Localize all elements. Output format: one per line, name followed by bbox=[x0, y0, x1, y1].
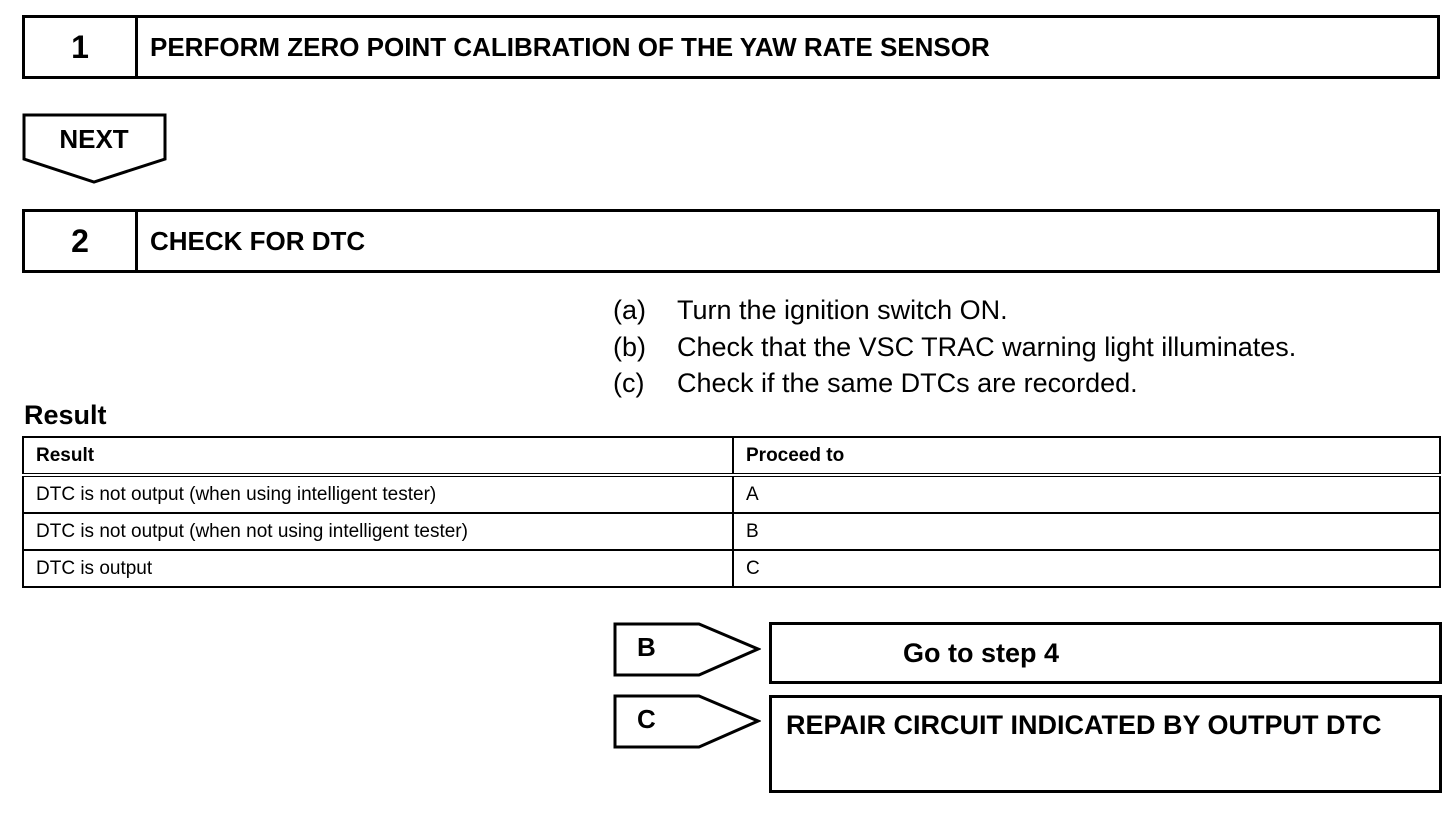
result-cell: DTC is not output (when using intelligent tester) bbox=[23, 475, 733, 513]
instruction-letter: (a) bbox=[613, 295, 646, 325]
next-arrow bbox=[22, 113, 168, 185]
branch-b-tab bbox=[613, 622, 761, 678]
instruction-list bbox=[613, 292, 1296, 402]
branch-letter: B bbox=[637, 632, 656, 662]
step-1-header bbox=[22, 15, 1440, 79]
step-2-header bbox=[22, 209, 1440, 273]
branch-action-text: Go to step 4 bbox=[903, 637, 1060, 668]
branch-b-action bbox=[769, 622, 1442, 684]
proceed-cell: C bbox=[733, 550, 1440, 587]
instruction-text: Turn the ignition switch ON. bbox=[677, 295, 1008, 325]
step-title: PERFORM ZERO POINT CALIBRATION OF THE YAW RATE SENSOR bbox=[150, 31, 990, 62]
instruction-item bbox=[613, 365, 1296, 402]
branch-arrow-shape bbox=[613, 622, 761, 678]
table-row bbox=[23, 550, 1440, 587]
proceed-cell: A bbox=[733, 475, 1440, 513]
table-row bbox=[23, 513, 1440, 550]
result-table bbox=[22, 436, 1441, 588]
next-label: NEXT bbox=[59, 124, 129, 154]
column-header-result: Result bbox=[23, 437, 733, 475]
proceed-cell: B bbox=[733, 513, 1440, 550]
branch-arrow-shape bbox=[613, 694, 761, 750]
step-number: 2 bbox=[25, 212, 138, 270]
result-cell: DTC is output bbox=[23, 550, 733, 587]
branch-c-tab bbox=[613, 694, 761, 750]
result-cell: DTC is not output (when not using intelligent tester) bbox=[23, 513, 733, 550]
column-header-proceed-to: Proceed to bbox=[733, 437, 1440, 475]
instruction-letter: (b) bbox=[613, 331, 646, 362]
result-heading: Result bbox=[24, 400, 107, 430]
table-row bbox=[23, 475, 1440, 513]
instruction-item bbox=[613, 329, 1296, 366]
instruction-item bbox=[613, 292, 1296, 329]
instruction-text: Check if the same DTCs are recorded. bbox=[677, 368, 1138, 398]
step-number: 1 bbox=[25, 18, 138, 76]
branch-action-text: REPAIR CIRCUIT INDICATED BY OUTPUT DTC bbox=[786, 710, 1382, 740]
instruction-letter: (c) bbox=[613, 368, 645, 398]
instruction-text: Check that the VSC TRAC warning light illuminates. bbox=[677, 331, 1297, 362]
branch-c-action bbox=[769, 695, 1442, 793]
step-title: CHECK FOR DTC bbox=[150, 225, 366, 256]
table-header-row bbox=[23, 437, 1440, 475]
branch-letter: C bbox=[637, 704, 656, 734]
